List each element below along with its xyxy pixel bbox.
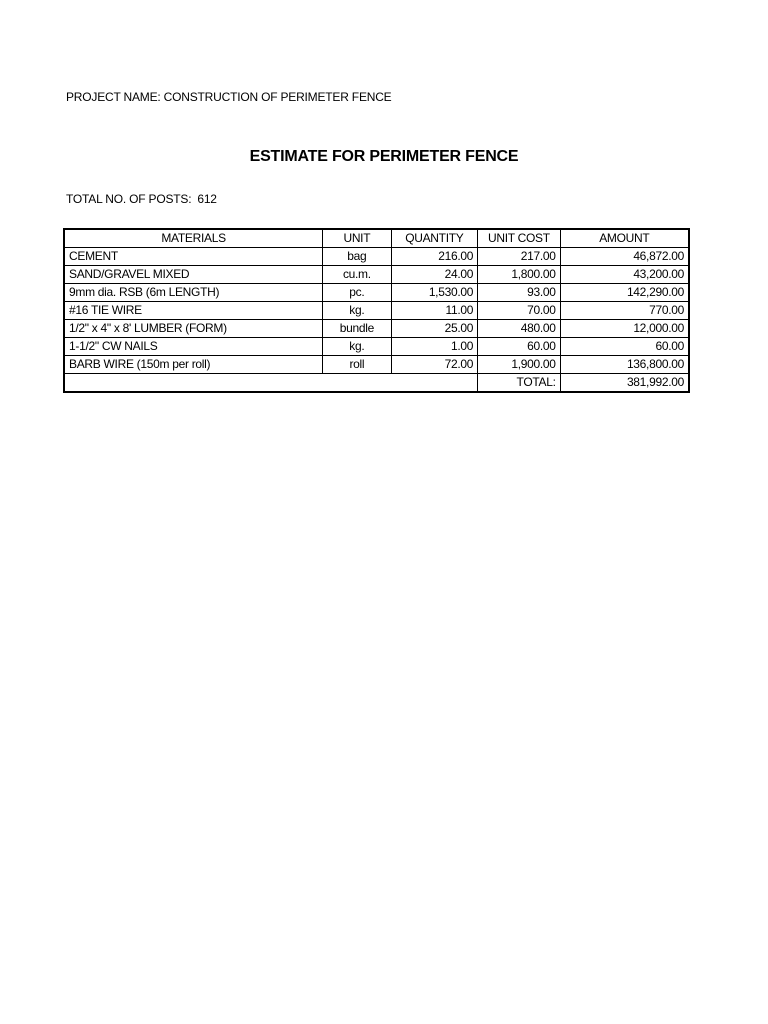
project-name-label: PROJECT NAME:: [66, 90, 161, 104]
page-title: ESTIMATE FOR PERIMETER FENCE: [249, 148, 519, 165]
table-row: [64, 338, 689, 356]
table-row: [64, 266, 689, 284]
cell-unit-cost: 1,800.00: [478, 266, 561, 284]
table-row: [64, 284, 689, 302]
cell-unit-cost: 480.00: [478, 320, 561, 338]
table-row: [64, 248, 689, 266]
cell-unit: bag: [323, 248, 391, 266]
cell-quantity: 1,530.00: [391, 284, 478, 302]
cell-unit-cost: 60.00: [478, 338, 561, 356]
cell-quantity: 216.00: [391, 248, 478, 266]
cell-amount: 43,200.00: [560, 266, 689, 284]
project-name-line: [66, 90, 391, 104]
total-blank-cell: [391, 374, 478, 393]
total-row: [64, 374, 689, 393]
total-label: TOTAL:: [478, 374, 561, 393]
cell-unit: cu.m.: [323, 266, 391, 284]
table-row: [64, 320, 689, 338]
cell-unit-cost: 70.00: [478, 302, 561, 320]
cell-material: #16 TIE WIRE: [64, 302, 323, 320]
cell-unit-cost: 93.00: [478, 284, 561, 302]
cell-unit-cost: 1,900.00: [478, 356, 561, 374]
cell-amount: 12,000.00: [560, 320, 689, 338]
cell-unit: pc.: [323, 284, 391, 302]
header-quantity: QUANTITY: [391, 229, 478, 248]
cell-unit: roll: [323, 356, 391, 374]
estimate-table: [63, 228, 690, 393]
total-posts-label: TOTAL NO. OF POSTS:: [66, 192, 192, 206]
table-row: [64, 302, 689, 320]
cell-amount: 60.00: [560, 338, 689, 356]
header-unit-cost: UNIT COST: [478, 229, 561, 248]
cell-unit: bundle: [323, 320, 391, 338]
cell-unit: kg.: [323, 302, 391, 320]
cell-quantity: 11.00: [391, 302, 478, 320]
cell-amount: 142,290.00: [560, 284, 689, 302]
cell-amount: 770.00: [560, 302, 689, 320]
cell-material: 9mm dia. RSB (6m LENGTH): [64, 284, 323, 302]
table-row: [64, 356, 689, 374]
cell-amount: 46,872.00: [560, 248, 689, 266]
cell-material: 1/2" x 4" x 8' LUMBER (FORM): [64, 320, 323, 338]
header-amount: AMOUNT: [560, 229, 689, 248]
header-unit: UNIT: [323, 229, 391, 248]
cell-quantity: 24.00: [391, 266, 478, 284]
cell-material: CEMENT: [64, 248, 323, 266]
header-materials: MATERIALS: [64, 229, 323, 248]
cell-amount: 136,800.00: [560, 356, 689, 374]
cell-material: BARB WIRE (150m per roll): [64, 356, 323, 374]
table-header-row: [64, 229, 689, 248]
total-posts-line: [66, 192, 217, 206]
project-name-value: CONSTRUCTION OF PERIMETER FENCE: [163, 90, 392, 104]
cell-quantity: 1.00: [391, 338, 478, 356]
cell-unit-cost: 217.00: [478, 248, 561, 266]
total-posts-value: 612: [197, 192, 217, 206]
cell-material: 1-1/2" CW NAILS: [64, 338, 323, 356]
cell-quantity: 25.00: [391, 320, 478, 338]
cell-material: SAND/GRAVEL MIXED: [64, 266, 323, 284]
total-blank-cell: [64, 374, 323, 393]
cell-quantity: 72.00: [391, 356, 478, 374]
total-blank-cell: [323, 374, 391, 393]
cell-unit: kg.: [323, 338, 391, 356]
total-value: 381,992.00: [560, 374, 689, 393]
